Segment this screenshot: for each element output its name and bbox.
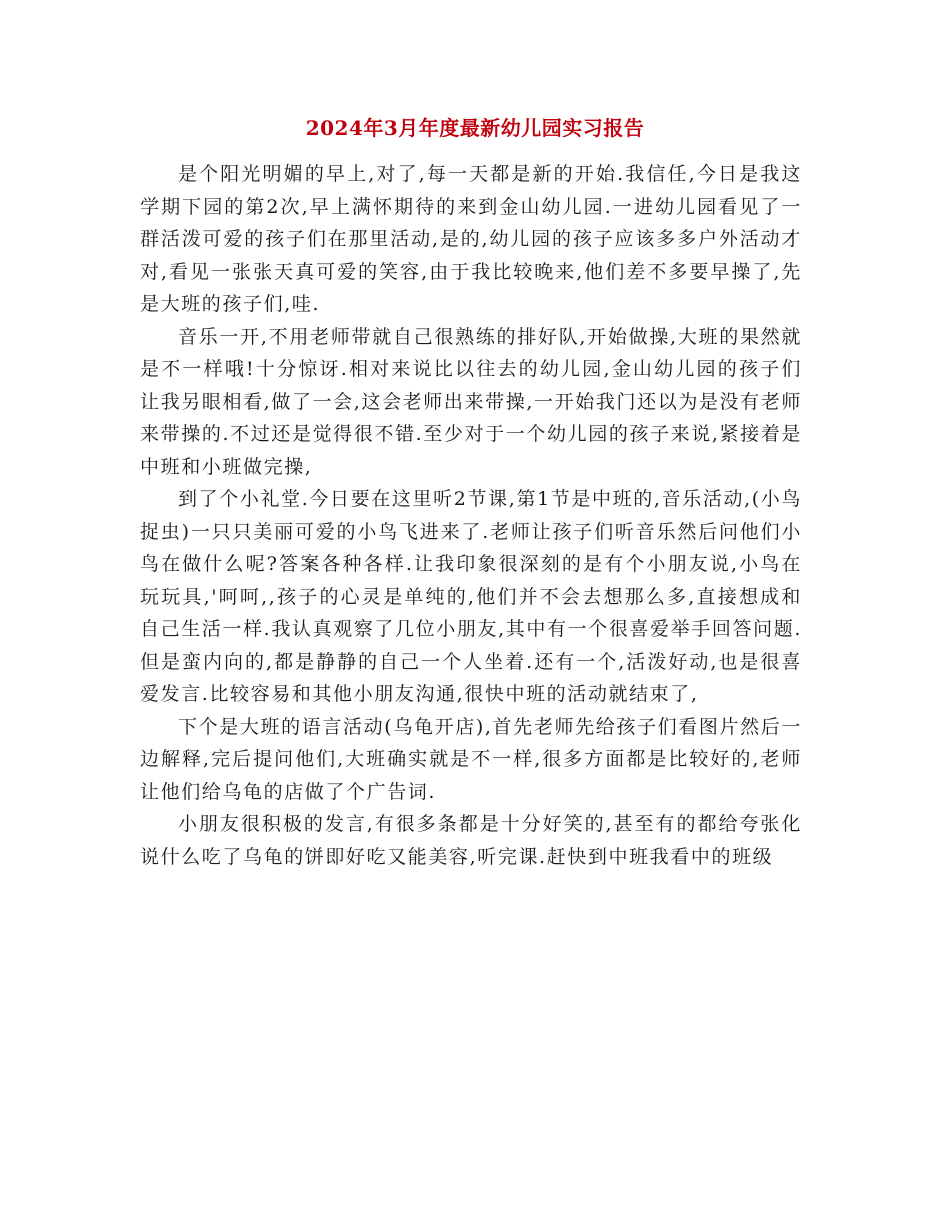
paragraph-1: 是个阳光明媚的早上,对了,每一天都是新的开始.我信任,今日是我这学期下园的第2次,早上满怀期待的来到金山幼儿园.一进幼儿园看见了一群活泼可爱的孩子们在那里活动,是的,幼儿园的孩子应该多多户外活动才对,看见一张张天真可爱的笑容,由于我比较晚来,他们差不多要早操了,先是大班的孩子们,哇. <box>140 163 802 315</box>
paragraph-4: 下个是大班的语言活动(乌龟开店),首先老师先给孩子们看图片然后一边解释,完后提问他们,大班确实就是不一样,很多方面都是比较好的,老师让他们给乌龟的店做了个广告词. <box>140 715 802 803</box>
paragraph-5: 小朋友很积极的发言,有很多条都是十分好笑的,甚至有的都给夸张化说什么吃了乌龟的饼即好吃又能美容,听完课.赶快到中班我看中的班级 <box>140 813 802 868</box>
paragraph-3: 到了个小礼堂.今日要在这里听2节课,第1节是中班的,音乐活动,(小鸟捉虫)一只只美丽可爱的小鸟飞进来了.老师让孩子们听音乐然后问他们小鸟在做什么呢?答案各种各样.让我印象很深刻的是有个小朋友说,小鸟在玩玩具,'呵呵,,孩子的心灵是单纯的,他们并不会去想那么多,直接想成和自己生活一样.我认真观察了几位小朋友,其中有一个很喜爱举手回答问题.但是蛮内向的,都是静静的自己一个人坐着.还有一个,活泼好动,也是很喜爱发言.比较容易和其他小朋友沟通,很快中班的活动就结束了, <box>140 488 802 705</box>
document-title: 2024年3月年度最新幼儿园实习报告 <box>305 116 645 140</box>
document-body <box>140 158 802 873</box>
paragraph-2: 音乐一开,不用老师带就自己很熟练的排好队,开始做操,大班的果然就是不一样哦!十分惊讶.相对来说比以往去的幼儿园,金山幼儿园的孩子们让我另眼相看,做了一会,这会老师出来带操,一开始我门还以为是没有老师来带操的.不过还是觉得很不错.至少对于一个幼儿园的孩子来说,紧接着是中班和小班做完操, <box>140 325 802 478</box>
